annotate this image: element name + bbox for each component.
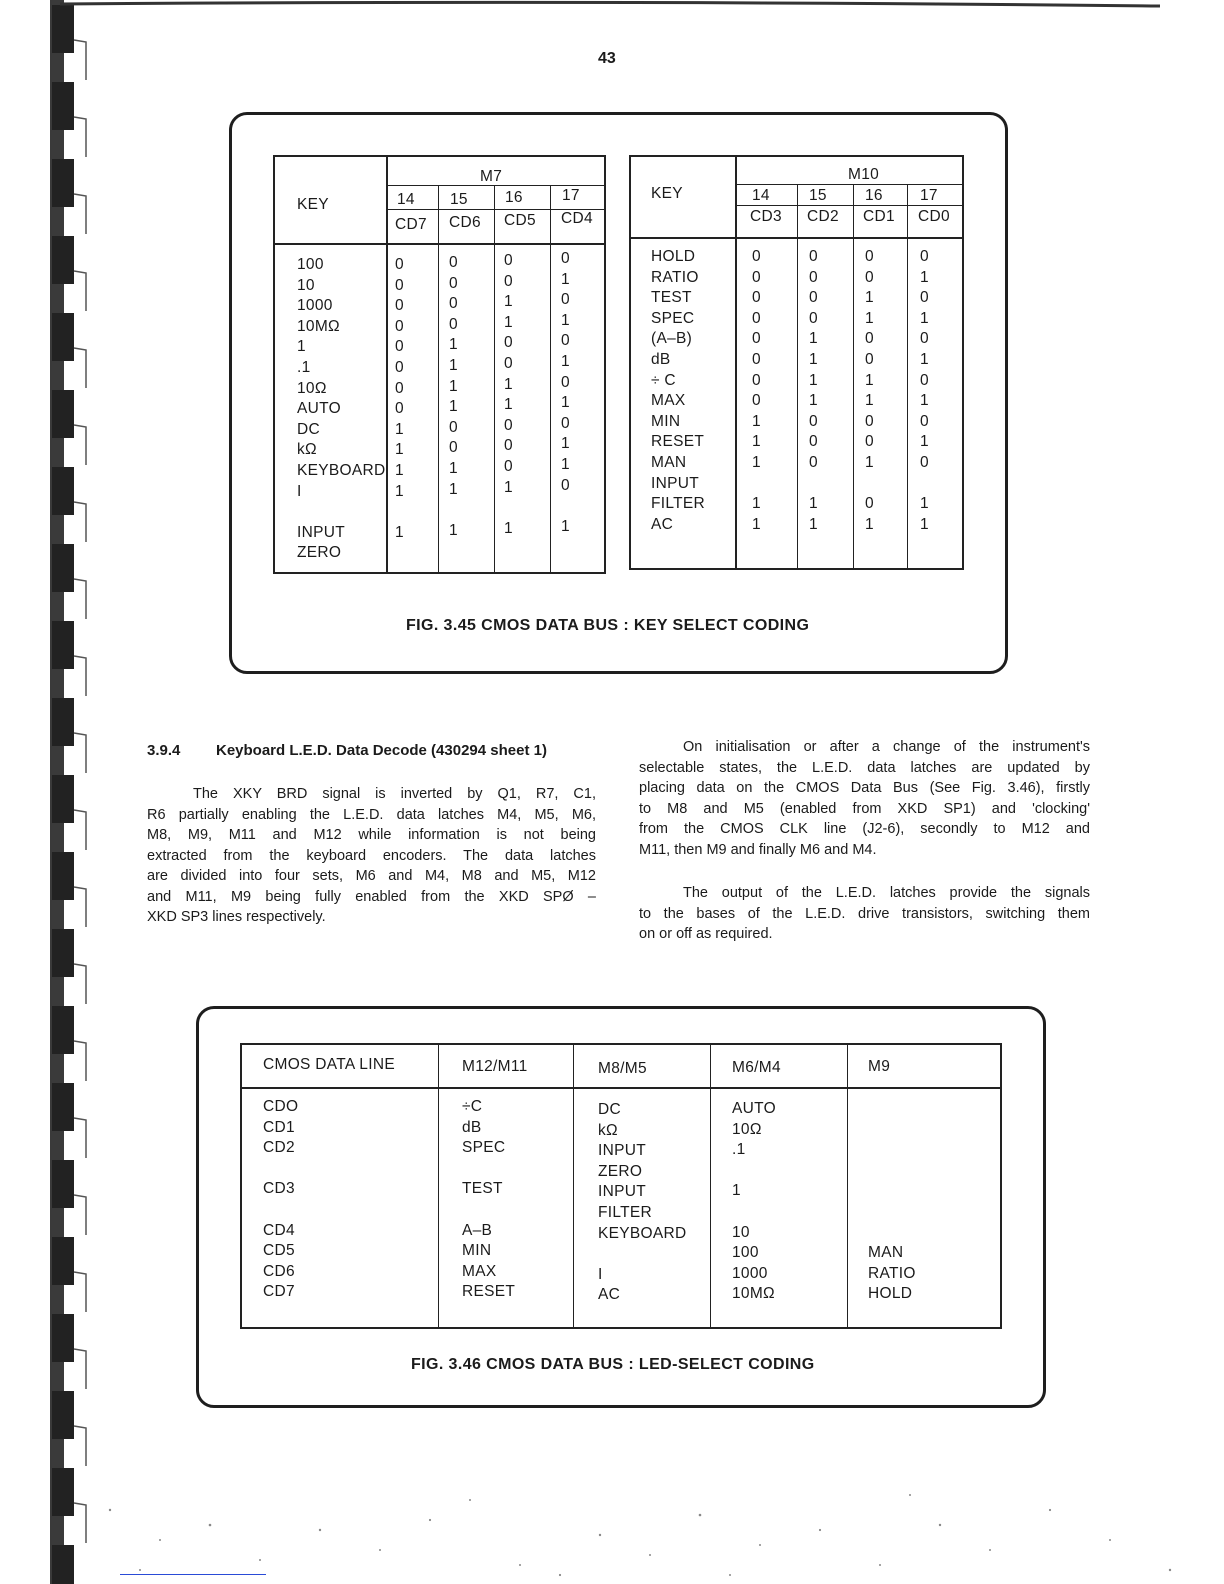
data-line-label: CD6 — [449, 214, 481, 231]
pin-label: 14 — [752, 187, 770, 204]
pin-label: 16 — [865, 187, 883, 204]
text-line: The output of the L.E.D. latches provide the signals — [683, 885, 1090, 901]
data-line-label: CD4 — [561, 210, 593, 227]
figure-3-45-caption: FIG. 3.45 CMOS DATA BUS : KEY SELECT CODING — [406, 617, 810, 634]
group-label: M10 — [848, 166, 880, 183]
text-line: extracted from the keyboard encoders. The data latches — [147, 847, 596, 864]
bit-column: 0 0 0 0 0 0 0 0 1 1 1 1 1 — [395, 256, 404, 541]
led-select-table — [240, 1043, 1002, 1329]
spiral-binding — [0, 0, 100, 1584]
text-line: XKD SP3 lines respectively. — [147, 909, 326, 925]
right-paragraph-1 — [639, 737, 1090, 860]
text-line: to M8 and M5 (enabled from XKD SP1) and 'clocking' — [639, 800, 1090, 817]
bit-column: 0 1 0 1 0 1 0 1 0 1 0 1 1 — [920, 248, 929, 533]
m8-m5-column: DC kΩ INPUT ZERO INPUT FILTER KEYBOARD I AC — [598, 1101, 687, 1304]
group-label: M7 — [480, 168, 503, 185]
pin-label: 17 — [920, 187, 938, 204]
text-line: M11, then M9 and finally M6 and M4. — [639, 841, 877, 858]
key-header: KEY — [297, 196, 329, 213]
section-title: Keyboard L.E.D. Data Decode (430294 sheet 1) — [216, 742, 547, 759]
pin-label: 15 — [809, 187, 827, 204]
text-line: R6 partially enabling the L.E.D. data latches M4, M5, M6, — [147, 806, 596, 823]
text-line: from the CMOS CLK line (J2-6), secondly to M12 and — [639, 821, 1090, 837]
key-column: HOLD RATIO TEST SPEC (A–B) dB ÷ C MAX MIN RESET MAN INPUT FILTER AC — [651, 248, 706, 533]
data-line-label: CD7 — [395, 216, 427, 233]
m9-column: MAN RATIO HOLD — [868, 1244, 916, 1303]
right-paragraph-2 — [639, 883, 1090, 945]
text-line: M8, M9, M11 and M12 while information is not being — [147, 827, 596, 843]
data-line-label: CD0 — [918, 208, 950, 225]
text-line: On initialisation or after a change of the instrument's — [683, 739, 1090, 755]
text-line: and M11, M9 being fully enabled from the XKD SPØ – — [147, 888, 596, 905]
bit-column: 0 0 0 0 0 0 0 0 1 1 1 1 1 — [752, 248, 761, 533]
pin-label: 14 — [397, 191, 415, 208]
text-line: are divided into four sets, M6 and M4, M8 and M5, M12 — [147, 868, 596, 884]
top-edge-shadow — [60, 0, 1160, 10]
column-header: M8/M5 — [598, 1060, 647, 1077]
data-line-label: CD1 — [863, 208, 895, 225]
text-line: placing data on the CMOS Data Bus (See Fig. 3.46), firstly — [639, 780, 1090, 796]
m12-m11-column: ÷C dB SPEC TEST A–B MIN MAX RESET — [462, 1098, 516, 1301]
bit-column: 0 0 0 0 1 1 1 1 0 0 1 1 1 — [449, 254, 458, 539]
figure-3-46-caption: FIG. 3.46 CMOS DATA BUS : LED-SELECT CODING — [411, 1356, 815, 1373]
bit-column: 0 0 1 1 0 0 1 1 0 0 0 1 1 — [504, 252, 513, 537]
left-paragraph — [147, 784, 596, 928]
key-column: 100 10 1000 10MΩ 1 .1 10Ω AUTO DC kΩ KEYBOARD I INPUT ZERO — [297, 256, 386, 562]
bit-column: 0 0 0 0 1 1 1 1 0 0 0 1 1 — [809, 248, 818, 533]
column-header: M12/M11 — [462, 1058, 528, 1075]
page-number: 43 — [598, 50, 616, 67]
column-header: M6/M4 — [732, 1059, 781, 1076]
data-line-column: CDO CD1 CD2 CD3 CD4 CD5 CD6 CD7 — [263, 1098, 299, 1301]
bit-column: 0 0 1 1 0 0 1 1 0 0 1 0 1 — [865, 248, 874, 533]
key-header: KEY — [651, 185, 683, 202]
bit-column: 0 1 0 1 0 1 0 1 0 1 1 0 1 — [561, 250, 570, 535]
data-line-label: CD3 — [750, 208, 782, 225]
key-table-m10 — [629, 155, 964, 570]
data-line-label: CD5 — [504, 212, 536, 229]
section-number: 3.9.4 — [147, 742, 181, 759]
data-line-label: CD2 — [807, 208, 839, 225]
text-line: to the bases of the L.E.D. drive transistors, switching them — [639, 905, 1090, 922]
text-line: selectable states, the L.E.D. data latches are updated by — [639, 759, 1090, 776]
pin-label: 17 — [562, 187, 580, 204]
pin-label: 15 — [450, 191, 468, 208]
m6-m4-column: AUTO 10Ω .1 1 10 100 1000 10MΩ — [732, 1100, 776, 1303]
column-header: M9 — [868, 1058, 891, 1075]
text-line: on or off as required. — [639, 926, 773, 942]
pin-label: 16 — [505, 189, 523, 206]
text-line: The XKY BRD signal is inverted by Q1, R7, C1, — [193, 786, 596, 802]
scan-noise — [0, 1470, 1224, 1584]
key-table-m7 — [273, 155, 606, 574]
column-header: CMOS DATA LINE — [263, 1056, 395, 1073]
